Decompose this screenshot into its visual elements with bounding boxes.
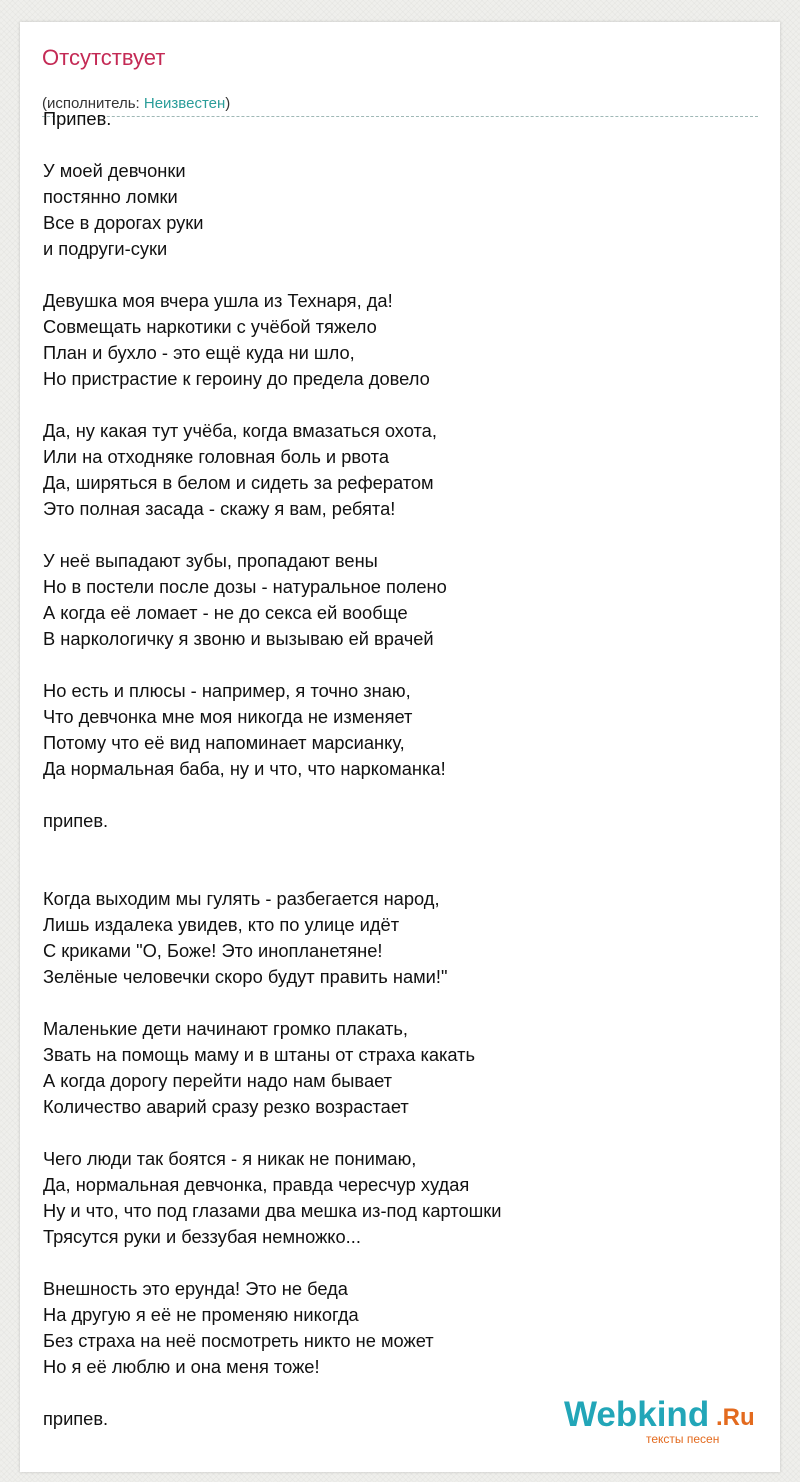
artist-suffix: ) — [225, 95, 231, 112]
lyrics-card — [20, 22, 780, 1472]
watermark-subtitle: тексты песен — [646, 1432, 720, 1446]
song-title: Отсутствует — [42, 45, 166, 70]
webkind-watermark-logo — [564, 1394, 774, 1458]
lyrics-text: Припев. У моей девчонки постянно ломки Все в дорогах руки и подруги-суки Девушка моя вчера ушла из Технаря, да! Совмещать наркотики с учёбой тяжело План и бухло - это ещё куда ни шло, Но пристрастие к героину до предела довело Да, ну какая тут учёба, когда вмазаться охота, Или на отходняке головная боль и рвота Да, ширяться в белом и сидеть за рефератом Это полная засада - скажу я вам, ребята! У неё выпадают зубы, пропадают вены Но в постели после дозы - натуральное полено А когда её ломает - не до секса ей вообще В наркологичку я звоню и вызываю ей врачей Но есть и плюсы - например, я точно знаю, Что девчонка мне моя никогда не изменяет Потому что её вид напоминает марсианку, Да нормальная баба, ну и что, что наркоманка! припев. Когда выходим мы гулять - разбегается народ, Лишь издалека увидев, кто по улице идёт С криками "О, Боже! Это инопланетяне! Зелёные человечки скоро будут править нами!" Маленькие дети начинают громко плакать, Звать на помощь маму и в штаны от страха какать А когда дорогу перейти надо нам бывает Количество аварий сразу резко возрастает Чего люди так боятся - я никак не понимаю, Да, нормальная девчонка, правда чересчур худая Ну и что, что под глазами два мешка из-под картошки Трясутся руки и беззубая немножко... Внешность это ерунда! Это не беда На другую я её не променяю никогда Без страха на неё посмотреть никто не может Но я её люблю и она меня тоже! припев. — [43, 108, 502, 1429]
artist-prefix: (исполнитель: — [42, 95, 144, 112]
watermark-brand-domain: .Ru — [716, 1404, 755, 1431]
watermark-brand-name: Webkind — [564, 1395, 710, 1434]
artist-link[interactable]: Неизвестен — [143, 95, 226, 112]
